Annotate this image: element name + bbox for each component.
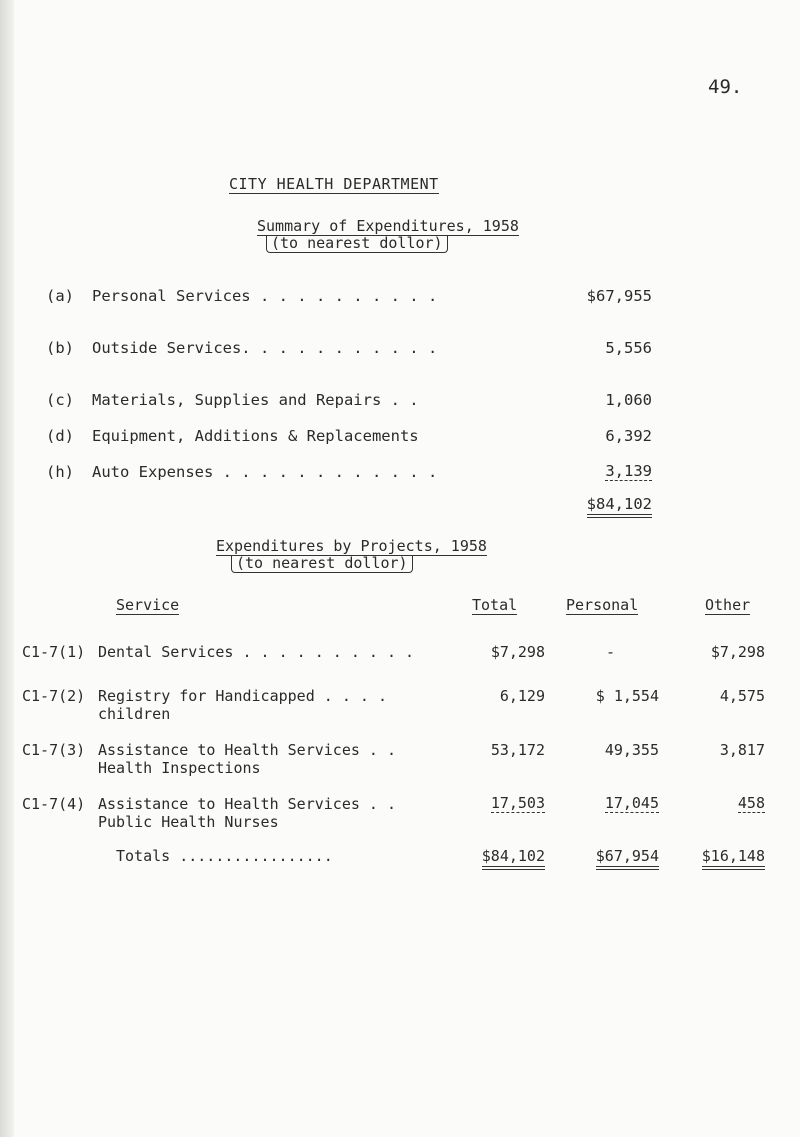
summary-row-amount: 1,060 [605, 391, 652, 409]
project-total: $7,298 [490, 643, 545, 661]
project-total: 53,172 [490, 741, 545, 759]
project-personal: 17,045 [604, 794, 659, 812]
summary-row-amount: 5,556 [605, 339, 652, 357]
project-total: 6,129 [499, 687, 545, 705]
summary-row-letter: (h) [46, 463, 74, 481]
project-other: 3,817 [719, 741, 765, 759]
project-code: C1-7(3) [22, 741, 86, 759]
summary-row-label: Equipment, Additions & Replacements [92, 427, 419, 445]
project-code: C1-7(4) [22, 795, 86, 813]
project-other: $7,298 [710, 643, 765, 661]
totals-label: Totals ................. [116, 847, 333, 865]
project-personal: - [606, 643, 616, 661]
personal-total: $67,954 [596, 847, 659, 870]
page-number: 49. [708, 76, 743, 98]
header-total: Total [472, 596, 518, 614]
project-code: C1-7(2) [22, 687, 86, 705]
summary-row-letter: (d) [46, 427, 74, 445]
summary-row-amount: 3,139 [605, 462, 652, 480]
summary-total: $84,102 [587, 495, 652, 518]
summary-title: Summary of Expenditures, 1958 [257, 217, 519, 235]
project-service: Dental Services . . . . . . . . . . [98, 643, 415, 661]
department-title: CITY HEALTH DEPARTMENT [229, 175, 439, 193]
header-other: Other [705, 596, 751, 614]
summary-row-letter: (c) [46, 391, 74, 409]
grand-total: $84,102 [482, 847, 545, 870]
summary-row-amount: $67,955 [586, 287, 652, 305]
page-binding-shadow [0, 0, 14, 1137]
project-code: C1-7(1) [22, 643, 86, 661]
project-personal: 49,355 [604, 741, 659, 759]
summary-subtitle: (to nearest dollor) [266, 235, 448, 253]
project-personal: $ 1,554 [595, 687, 659, 705]
project-total: 17,503 [490, 794, 545, 812]
project-other: 458 [737, 794, 765, 812]
summary-row-label: Outside Services. . . . . . . . . . . [92, 339, 438, 357]
project-service: Registry for Handicapped . . . . children [98, 687, 387, 723]
other-total: $16,148 [702, 847, 765, 870]
summary-row-label: Personal Services . . . . . . . . . . [92, 287, 438, 305]
project-other: 4,575 [719, 687, 765, 705]
summary-row-amount: 6,392 [605, 427, 652, 445]
summary-row-letter: (a) [46, 287, 74, 305]
summary-row-letter: (b) [46, 339, 74, 357]
projects-subtitle: (to nearest dollor) [231, 555, 413, 573]
project-service: Assistance to Health Services . . Public Health Nurses [98, 795, 397, 831]
projects-title: Expenditures by Projects, 1958 [216, 537, 487, 555]
header-service: Service [116, 596, 180, 614]
project-service: Assistance to Health Services . . Health Inspections [98, 741, 397, 777]
summary-row-label: Materials, Supplies and Repairs . . [92, 391, 419, 409]
summary-row-label: Auto Expenses . . . . . . . . . . . . [92, 463, 438, 481]
header-personal: Personal [566, 596, 639, 614]
